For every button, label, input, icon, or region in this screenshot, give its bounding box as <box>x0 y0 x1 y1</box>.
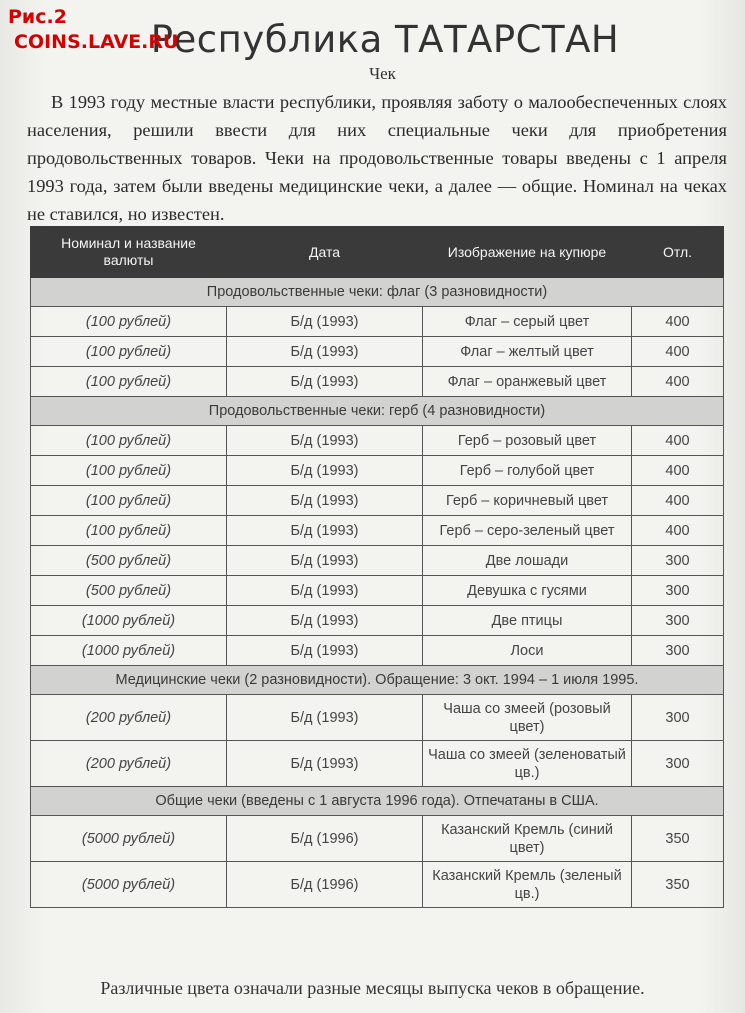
date-cell: Б/д (1996) <box>227 862 423 908</box>
section-title: Общие чеки (введены с 1 августа 1996 года). Отпечатаны в США. <box>31 787 724 816</box>
denomination-cell: (200 рублей) <box>31 741 227 787</box>
page-subtitle: Чек <box>369 64 396 83</box>
price-cell: 350 <box>632 862 724 908</box>
price-cell: 400 <box>632 456 724 486</box>
table-body <box>31 278 724 908</box>
price-cell: 350 <box>632 816 724 862</box>
table-row <box>31 576 724 606</box>
price-cell: 300 <box>632 576 724 606</box>
site-watermark: COINS.LAVE.RU <box>14 31 179 53</box>
denomination-cell: (100 рублей) <box>31 307 227 337</box>
denomination-cell: (100 рублей) <box>31 337 227 367</box>
price-cell: 300 <box>632 695 724 741</box>
image-cell: Флаг – оранжевый цвет <box>423 367 632 397</box>
date-cell: Б/д (1993) <box>227 307 423 337</box>
image-cell: Казанский Кремль (синий цвет) <box>423 816 632 862</box>
date-cell: Б/д (1996) <box>227 816 423 862</box>
table-row <box>31 367 724 397</box>
denomination-cell: (100 рублей) <box>31 516 227 546</box>
image-cell: Казанский Кремль (зеленый цв.) <box>423 862 632 908</box>
denomination-cell: (100 рублей) <box>31 456 227 486</box>
price-cell: 400 <box>632 426 724 456</box>
date-cell: Б/д (1993) <box>227 516 423 546</box>
image-cell: Чаша со змеей (зеленоватый цв.) <box>423 741 632 787</box>
intro-paragraph: В 1993 году местные власти республики, проявляя заботу о малообеспеченных слоях населения, решили ввести для них специальные чеки для приобретения продовольственных товаров. Чеки на продовольственные товары введены с 1 апреля 1993 года, затем были введены медицинские чеки, а далее — общие. Номинал на чеках не ставился, но известен. <box>27 92 727 224</box>
image-cell: Герб – серо-зеленый цвет <box>423 516 632 546</box>
image-cell: Герб – голубой цвет <box>423 456 632 486</box>
price-cell: 400 <box>632 516 724 546</box>
price-cell: 300 <box>632 636 724 666</box>
denomination-cell: (1000 рублей) <box>31 636 227 666</box>
section-row <box>31 666 724 695</box>
price-cell: 300 <box>632 606 724 636</box>
image-cell: Две лошади <box>423 546 632 576</box>
image-cell: Две птицы <box>423 606 632 636</box>
column-header-price: Отл. <box>632 227 724 278</box>
image-cell: Герб – розовый цвет <box>423 426 632 456</box>
price-cell: 400 <box>632 337 724 367</box>
denomination-cell: (1000 рублей) <box>31 606 227 636</box>
column-header-date: Дата <box>227 227 423 278</box>
section-title: Продовольственные чеки: флаг (3 разновидности) <box>31 278 724 307</box>
date-cell: Б/д (1993) <box>227 337 423 367</box>
date-cell: Б/д (1993) <box>227 367 423 397</box>
section-row <box>31 278 724 307</box>
date-cell: Б/д (1993) <box>227 546 423 576</box>
section-title: Медицинские чеки (2 разновидности). Обращение: 3 окт. 1994 – 1 июля 1995. <box>31 666 724 695</box>
footer-note: Различные цвета означали разные месяцы выпуска чеков в обращение. <box>100 978 645 998</box>
section-row <box>31 787 724 816</box>
image-cell: Лоси <box>423 636 632 666</box>
table-row <box>31 546 724 576</box>
denomination-cell: (5000 рублей) <box>31 816 227 862</box>
denomination-cell: (200 рублей) <box>31 695 227 741</box>
denomination-cell: (100 рублей) <box>31 367 227 397</box>
section-title: Продовольственные чеки: герб (4 разновидности) <box>31 397 724 426</box>
date-cell: Б/д (1993) <box>227 486 423 516</box>
price-cell: 400 <box>632 307 724 337</box>
date-cell: Б/д (1993) <box>227 741 423 787</box>
image-cell: Чаша со змеей (розовый цвет) <box>423 695 632 741</box>
column-header-image: Изображение на купюре <box>423 227 632 278</box>
table-row <box>31 426 724 456</box>
denomination-cell: (100 рублей) <box>31 486 227 516</box>
date-cell: Б/д (1993) <box>227 606 423 636</box>
table-row <box>31 307 724 337</box>
table-row <box>31 516 724 546</box>
date-cell: Б/д (1993) <box>227 576 423 606</box>
price-cell: 300 <box>632 546 724 576</box>
price-cell: 300 <box>632 741 724 787</box>
date-cell: Б/д (1993) <box>227 636 423 666</box>
price-cell: 400 <box>632 486 724 516</box>
table-row <box>31 862 724 908</box>
price-cell: 400 <box>632 367 724 397</box>
denomination-cell: (500 рублей) <box>31 546 227 576</box>
table-header-row <box>31 227 724 278</box>
table-row <box>31 695 724 741</box>
denomination-cell: (500 рублей) <box>31 576 227 606</box>
table-row <box>31 456 724 486</box>
image-cell: Герб – коричневый цвет <box>423 486 632 516</box>
date-cell: Б/д (1993) <box>227 426 423 456</box>
section-row <box>31 397 724 426</box>
table-row <box>31 741 724 787</box>
date-cell: Б/д (1993) <box>227 456 423 486</box>
notes-table <box>30 226 724 908</box>
table-row <box>31 486 724 516</box>
table-row <box>31 337 724 367</box>
page-title: Республика ТАТАРСТАН <box>150 18 620 61</box>
column-header-denomination: Номинал и название валюты <box>31 227 227 278</box>
figure-label: Рис.2 <box>8 6 67 28</box>
denomination-cell: (5000 рублей) <box>31 862 227 908</box>
image-cell: Девушка с гусями <box>423 576 632 606</box>
table-row <box>31 606 724 636</box>
image-cell: Флаг – серый цвет <box>423 307 632 337</box>
table-row <box>31 636 724 666</box>
image-cell: Флаг – желтый цвет <box>423 337 632 367</box>
denomination-cell: (100 рублей) <box>31 426 227 456</box>
date-cell: Б/д (1993) <box>227 695 423 741</box>
table-row <box>31 816 724 862</box>
